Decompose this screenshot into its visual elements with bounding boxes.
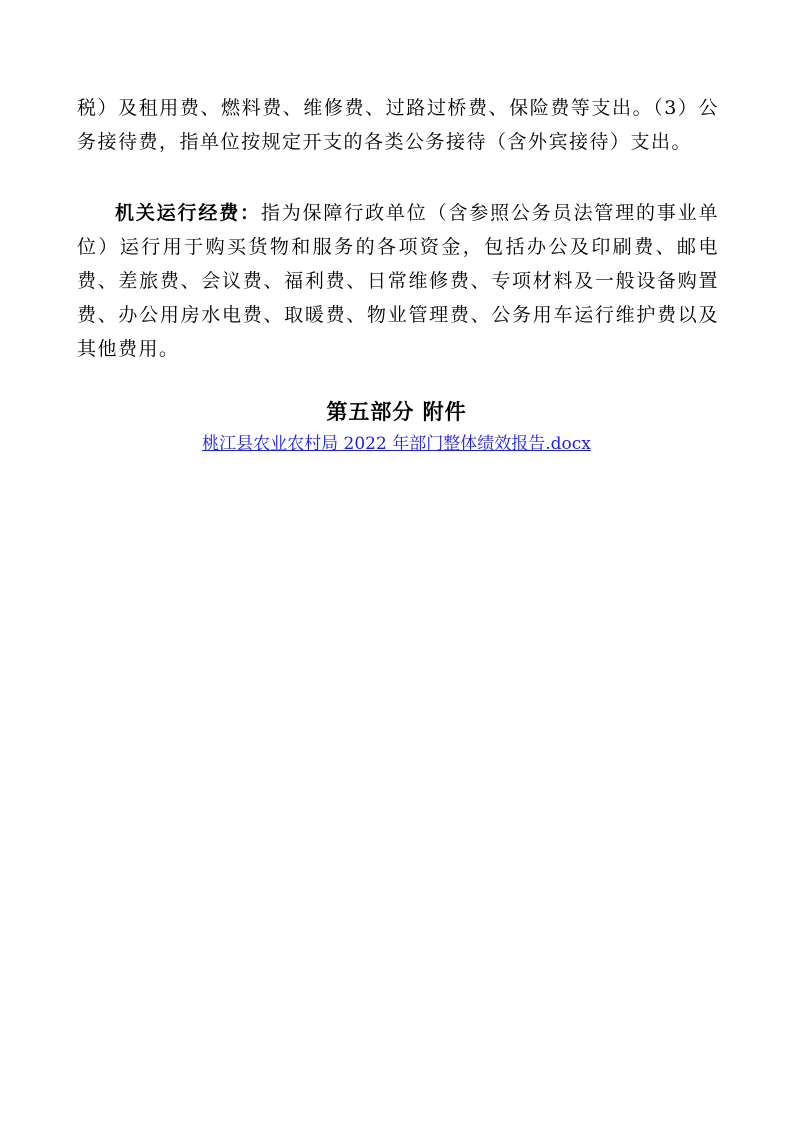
continued-paragraph: 税）及租用费、燃料费、维修费、过路过桥费、保险费等支出。（3）公务接待费，指单位按规定开支的各类公务接待（含外宾接待）支出。	[77, 97, 719, 153]
definition-paragraph	[77, 196, 719, 366]
attachment-container	[0, 432, 793, 456]
definition-text: 指为保障行政单位（含参照公务员法管理的事业单位）运行用于购买货物和服务的各项资金，包括办公及印刷费、邮电费、差旅费、会议费、福利费、日常维修费、专项材料及一般设备购置费、办公用房水电费、取暖费、物业管理费、公务用车运行维护费以及其他费用。	[77, 202, 719, 360]
definition-term: 机关运行经费：	[115, 202, 261, 224]
attachment-link[interactable]: 桃江县农业农村局 2022 年部门整体绩效报告.docx	[202, 434, 591, 454]
section-heading: 第五部分 附件	[326, 400, 467, 424]
